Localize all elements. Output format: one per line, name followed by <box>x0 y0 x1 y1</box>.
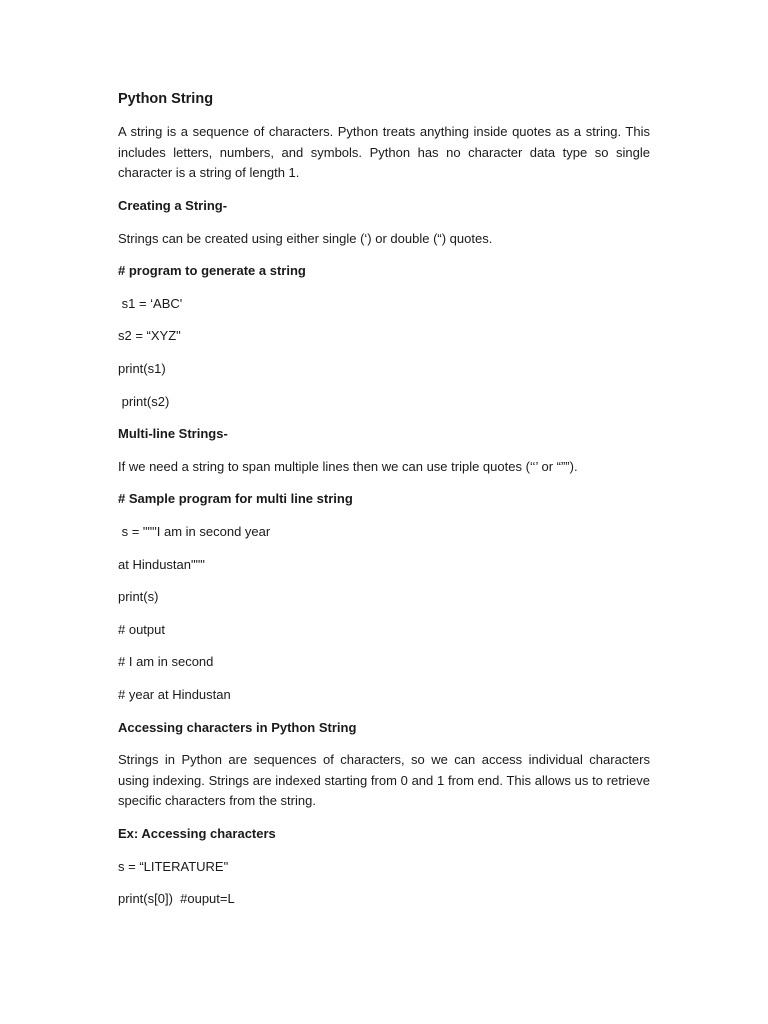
code-line: print(s1) <box>118 361 166 376</box>
program2-heading: # Sample program for multi line string <box>118 491 353 506</box>
code-line: s = “LITERATURE" <box>118 859 229 874</box>
code-line: print(s) <box>118 589 159 604</box>
document-title: Python String <box>118 91 214 107</box>
accessing-heading: Accessing characters in Python String <box>118 720 357 735</box>
example-heading: Ex: Accessing characters <box>118 826 276 841</box>
accessing-paragraph: Strings in Python are sequences of characters, so we can access individual characters using indexing. Strings are indexed starting from 0 and 1 from end. This allows us to retrieve specific characters from the string. <box>118 752 650 808</box>
code-line: print(s[0]) #ouput=L <box>118 891 235 906</box>
code-line: s2 = “XYZ" <box>118 328 181 343</box>
intro-paragraph: A string is a sequence of characters. Python treats anything inside quotes as a string. This includes letters, numbers, and symbols. Python has no character data type so single character is a string of length 1. <box>118 124 650 180</box>
code-line: # year at Hindustan <box>118 687 231 702</box>
multiline-heading: Multi-line Strings- <box>118 426 228 441</box>
program1-heading: # program to generate a string <box>118 263 306 278</box>
multiline-text: If we need a string to span multiple lines then we can use triple quotes (‘‘’ or “””). <box>118 459 578 474</box>
code-line: s = """I am in second year <box>118 524 271 539</box>
code-line: # I am in second <box>118 654 214 669</box>
code-line: s1 = ‘ABC' <box>118 296 183 311</box>
creating-string-heading: Creating a String- <box>118 198 228 213</box>
code-line: at Hindustan""" <box>118 557 205 572</box>
code-line: print(s2) <box>118 394 170 409</box>
creating-string-text: Strings can be created using either single (‘) or double (“) quotes. <box>118 231 493 246</box>
code-line: # output <box>118 622 165 637</box>
